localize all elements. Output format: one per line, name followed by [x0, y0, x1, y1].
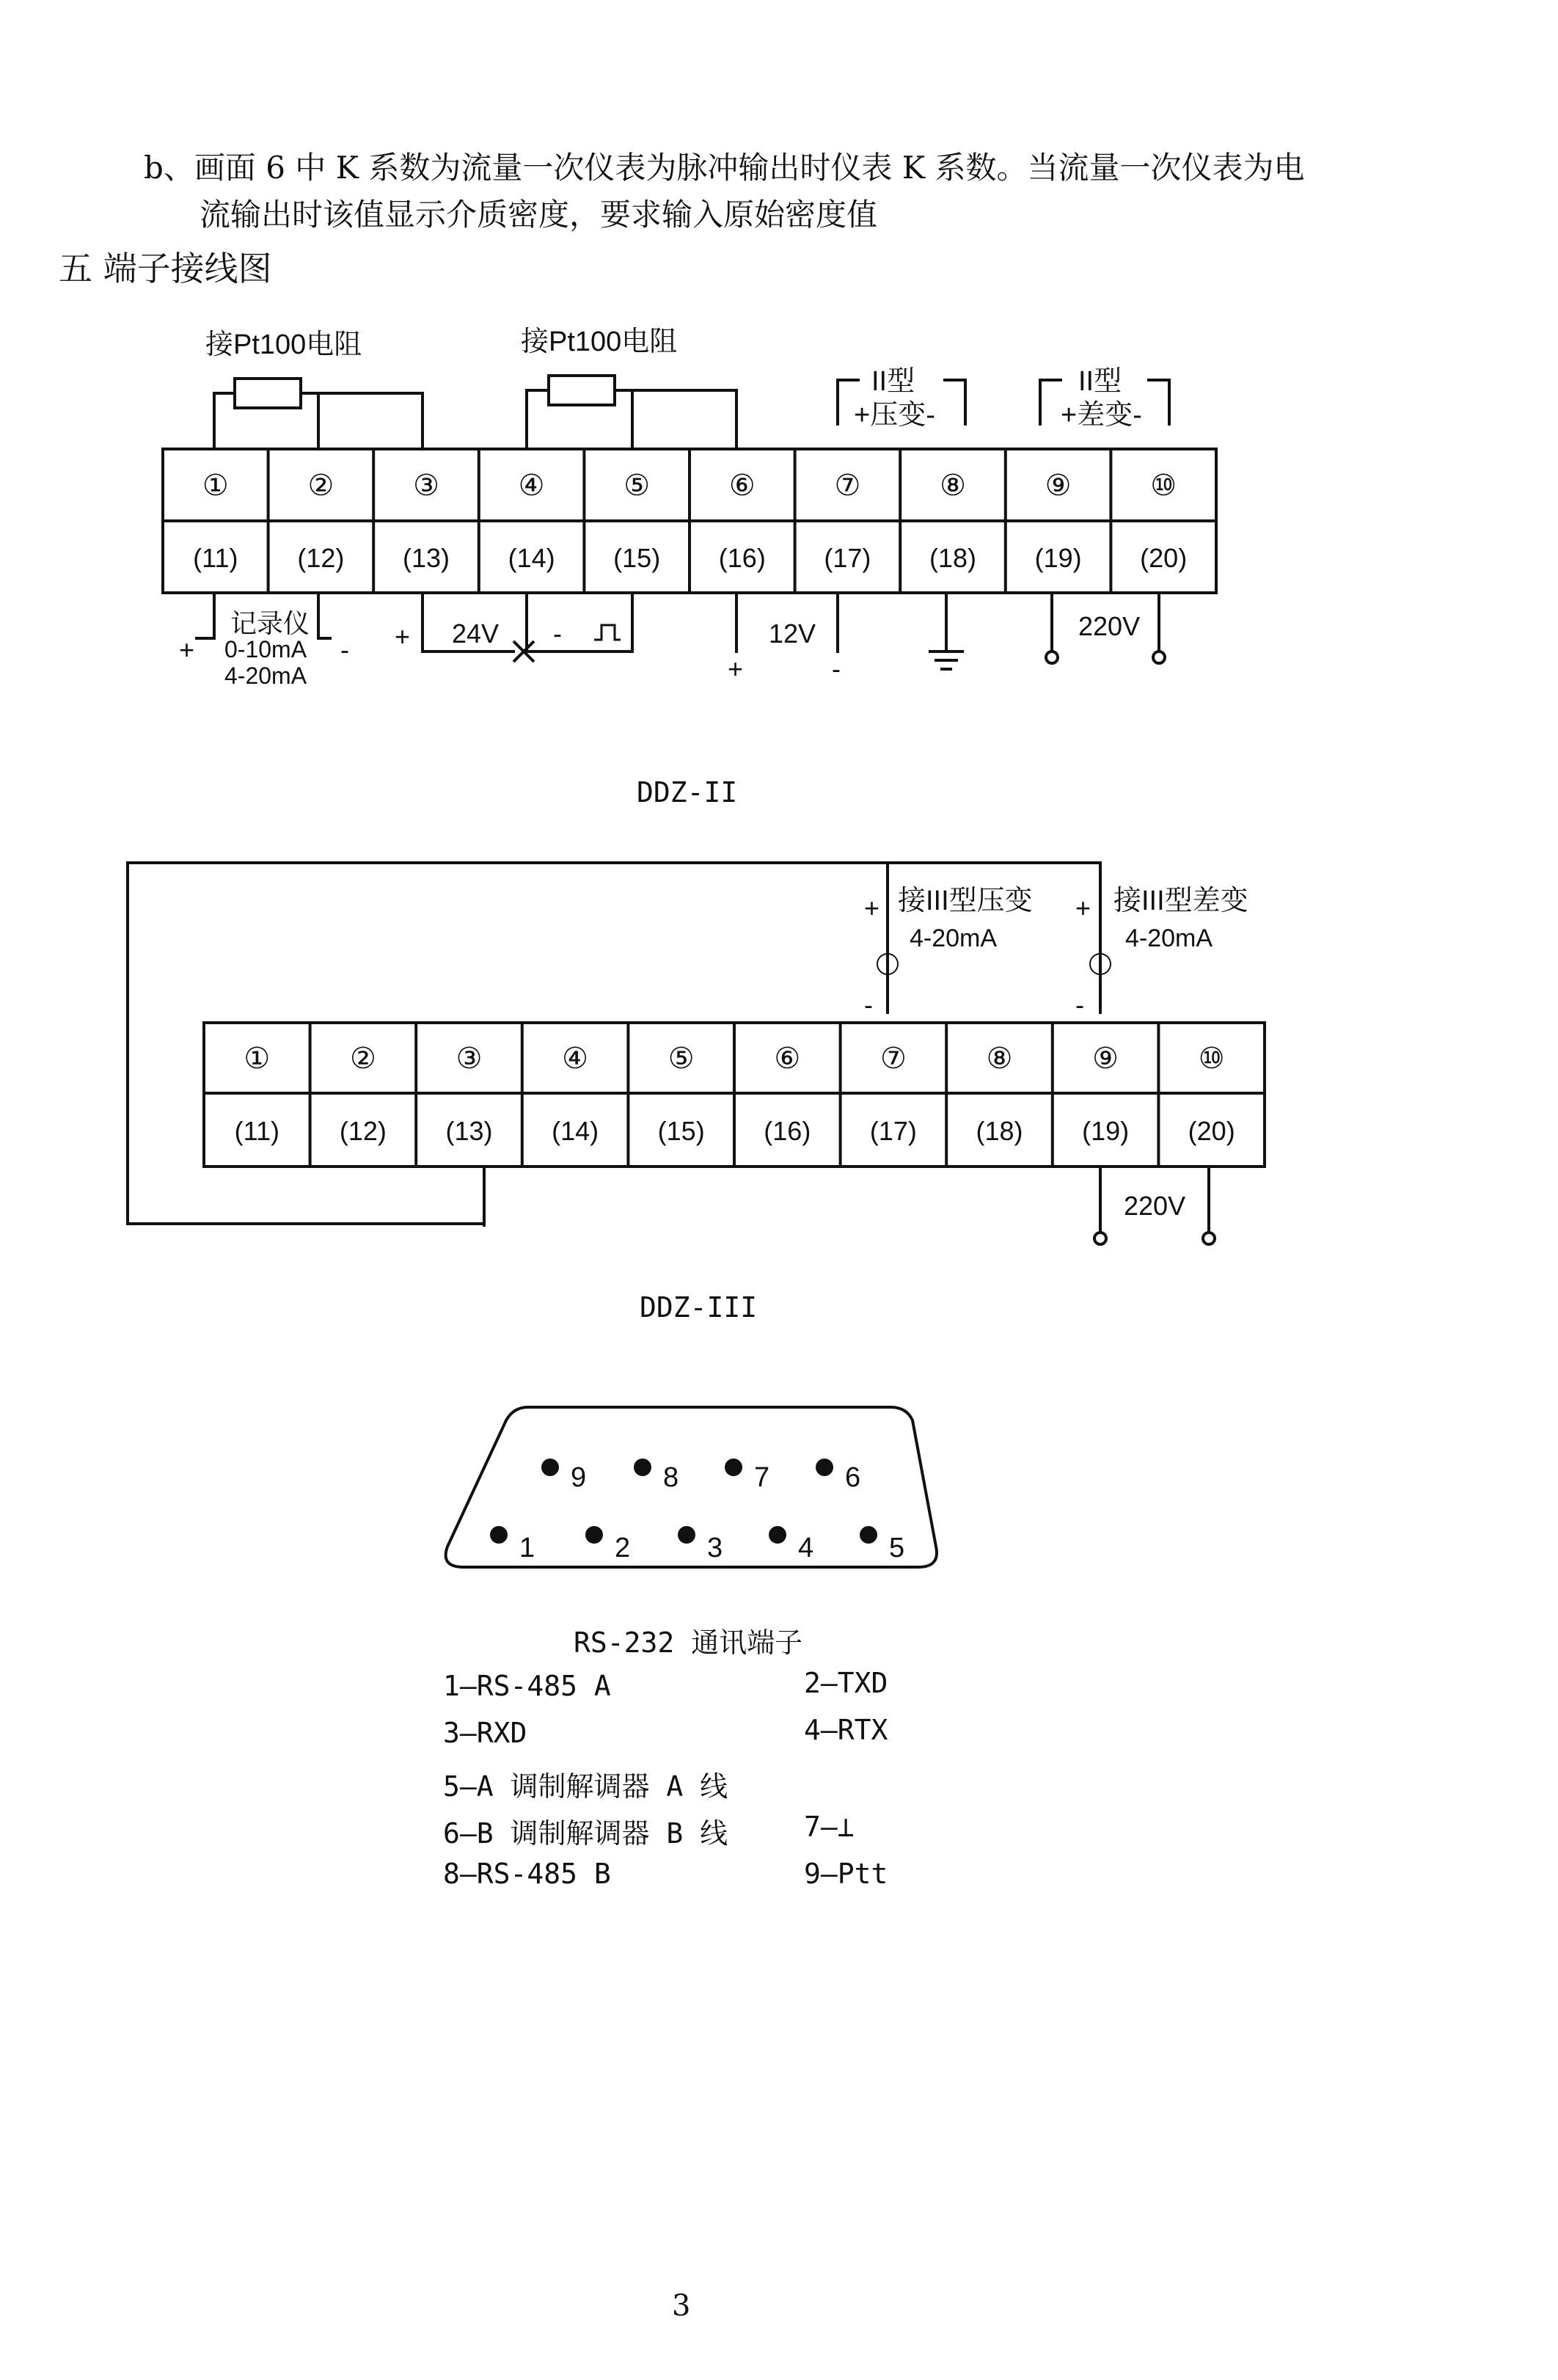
ddz3-terminal-13: (13) [445, 1116, 493, 1146]
ddz3-terminal-14: (14) [552, 1116, 599, 1146]
pin-dot [678, 1526, 695, 1544]
ddz3-terminal-16: (16) [764, 1116, 811, 1146]
legend-item-5: 5—A 调制解调器 A 线 [443, 1770, 728, 1803]
ddz2-pt100-label-2: 接Pt100电阻 [521, 326, 678, 357]
svg-text:-: - [553, 618, 562, 649]
svg-text:+: + [728, 654, 744, 684]
ddz3-terminal-6: ⑥ [774, 1043, 801, 1075]
ddz3-terminal-3: ③ [456, 1043, 483, 1075]
pin-label-9: 9 [571, 1462, 587, 1493]
ddz3-wiring-diagram [0, 844, 1558, 1299]
ddz2-terminal-6: ⑥ [728, 470, 756, 502]
ddz2-terminal-10: ⑩ [1150, 470, 1177, 502]
pin-label-5: 5 [889, 1533, 905, 1563]
pin-dot [860, 1526, 877, 1544]
pin-dot [725, 1459, 742, 1476]
ddz3-terminal-9: ⑨ [1092, 1043, 1119, 1075]
pin-dot [816, 1459, 833, 1476]
pin-label-3: 3 [707, 1533, 723, 1563]
ground-icon [929, 593, 964, 669]
ddz2-terminal-1: ① [202, 470, 229, 502]
ddz2-wiring-diagram [0, 0, 1558, 734]
ddz2-terminal-3: ③ [413, 470, 439, 502]
ddz2-terminal-12: (12) [297, 543, 345, 573]
ddz2-220v-label: 220V [1078, 611, 1141, 641]
svg-text:-: - [1075, 990, 1084, 1020]
ddz2-terminal-4: ④ [518, 470, 545, 502]
ddz2-recorder-label: 记录仪 [230, 608, 310, 638]
paragraph-line-2: 流输出时该值显示介质密度，要求输入原始密度值 [200, 197, 878, 233]
ddz3-terminal-19: (19) [1082, 1116, 1130, 1146]
ddz2-recorder-range-1: 0-10mA [224, 636, 307, 662]
pin-label-6: 6 [845, 1462, 861, 1493]
page-number: 3 [672, 2289, 691, 2323]
legend-item-8: 8—RS-485 B [443, 1858, 611, 1890]
ddz3-terminal-2: ② [349, 1043, 376, 1075]
ddz2-caption: DDZ-II [637, 776, 738, 808]
svg-text:+: + [864, 893, 880, 923]
ddz3-terminal-10: ⑩ [1198, 1043, 1225, 1075]
ddz2-terminal-7: ⑦ [834, 470, 861, 502]
ddz3-terminal-20: (20) [1188, 1116, 1235, 1146]
ddz2-terminal-17: (17) [824, 543, 871, 573]
ddz2-terminal-14: (14) [508, 543, 555, 573]
ddz3-terminal-4: ④ [562, 1043, 589, 1075]
ddz3-pressure-current: 4-20mA [910, 924, 998, 952]
ddz2-type2-diff-sign: +差变- [1061, 400, 1142, 431]
ddz2-terminal-11: (11) [193, 543, 238, 573]
pin-dot [585, 1526, 603, 1544]
ddz3-terminal-8: ⑧ [986, 1043, 1013, 1075]
ddz2-recorder-range-2: 4-20mA [224, 662, 307, 689]
pin-dot [769, 1526, 786, 1544]
ddz3-terminal-7: ⑦ [879, 1043, 907, 1075]
ddz2-220v-terminal-right [1153, 651, 1165, 663]
ddz3-pressure-label: 接III型压变 [898, 886, 1033, 916]
ddz2-resistor-2 [549, 376, 615, 405]
pin-dot [634, 1459, 651, 1476]
paragraph-line-1: b、画面 6 中 K 系数为流量一次仪表为脉冲输出时仪表 K 系数。当流量一次仪表为电 [144, 150, 1305, 186]
legend-item-3: 3—RXD [443, 1717, 527, 1749]
section-title: 五 端子接线图 [59, 249, 272, 288]
svg-text:+: + [395, 621, 411, 651]
pulse-icon [594, 625, 621, 640]
pin-label-8: 8 [663, 1462, 679, 1493]
ddz2-220v-terminal-left [1046, 651, 1058, 663]
ddz2-terminal-2: ② [307, 470, 334, 502]
legend-item-1: 1—RS-485 A [443, 1670, 611, 1702]
rs232-connector-diagram [0, 1394, 1558, 1614]
ddz2-type2-pressure-label: II型 [871, 366, 915, 397]
ddz3-diff-current: 4-20mA [1125, 924, 1213, 952]
ddz2-terminal-15: (15) [613, 543, 661, 573]
ddz3-diff-label: 接III型差变 [1113, 886, 1248, 916]
svg-text:-: - [832, 654, 841, 684]
ddz2-terminal-20: (20) [1140, 543, 1188, 573]
ddz2-type2-pressure-sign: +压变- [854, 400, 935, 431]
legend-item-6: 6—B 调制解调器 B 线 [443, 1817, 728, 1850]
pin-dot [490, 1526, 508, 1544]
ddz2-terminal-16: (16) [718, 543, 766, 573]
ddz2-terminal-9: ⑨ [1045, 470, 1072, 502]
ddz2-terminal-13: (13) [402, 543, 450, 573]
ddz3-220v-label: 220V [1124, 1191, 1186, 1221]
svg-text:+: + [179, 635, 195, 665]
ddz2-type2-diff-label: II型 [1078, 366, 1122, 397]
pin-label-1: 1 [519, 1533, 535, 1563]
ddz3-terminal-12: (12) [339, 1116, 387, 1146]
svg-text:-: - [340, 635, 349, 665]
pin-label-4: 4 [798, 1533, 814, 1563]
ddz3-terminal-15: (15) [657, 1116, 705, 1146]
legend-item-4: 4—RTX [804, 1714, 888, 1746]
ddz3-outer-wire [128, 863, 1100, 1227]
ddz2-resistor-1 [235, 379, 301, 408]
ddz2-24v-label: 24V [452, 618, 500, 649]
legend-item-2: 2—TXD [804, 1667, 888, 1699]
ddz2-terminal-18: (18) [929, 543, 977, 573]
pin-dot [541, 1459, 559, 1476]
pin-label-7: 7 [754, 1462, 770, 1493]
ddz2-terminal-5: ⑤ [623, 470, 651, 502]
ddz2-terminal-19: (19) [1034, 543, 1082, 573]
legend-item-9: 9—Ptt [804, 1858, 888, 1890]
ddz3-terminal-11: (11) [234, 1116, 279, 1146]
ddz3-terminal-17: (17) [869, 1116, 917, 1146]
ddz2-pt100-label-1: 接Pt100电阻 [205, 329, 362, 360]
ddz3-terminal-5: ⑤ [668, 1043, 695, 1075]
legend-item-7: 7—⊥ [804, 1811, 855, 1843]
rs232-caption: RS-232 通讯端子 [574, 1627, 803, 1659]
ddz2-12v-label: 12V [769, 618, 816, 649]
ddz2-terminal-8: ⑧ [940, 470, 966, 502]
svg-text:-: - [864, 990, 873, 1020]
pin-label-2: 2 [615, 1533, 631, 1563]
ddz3-terminal-18: (18) [976, 1116, 1023, 1146]
svg-text:+: + [1075, 893, 1091, 923]
ddz3-terminal-1: ① [244, 1043, 271, 1075]
ddz3-caption: DDZ-III [640, 1291, 758, 1324]
